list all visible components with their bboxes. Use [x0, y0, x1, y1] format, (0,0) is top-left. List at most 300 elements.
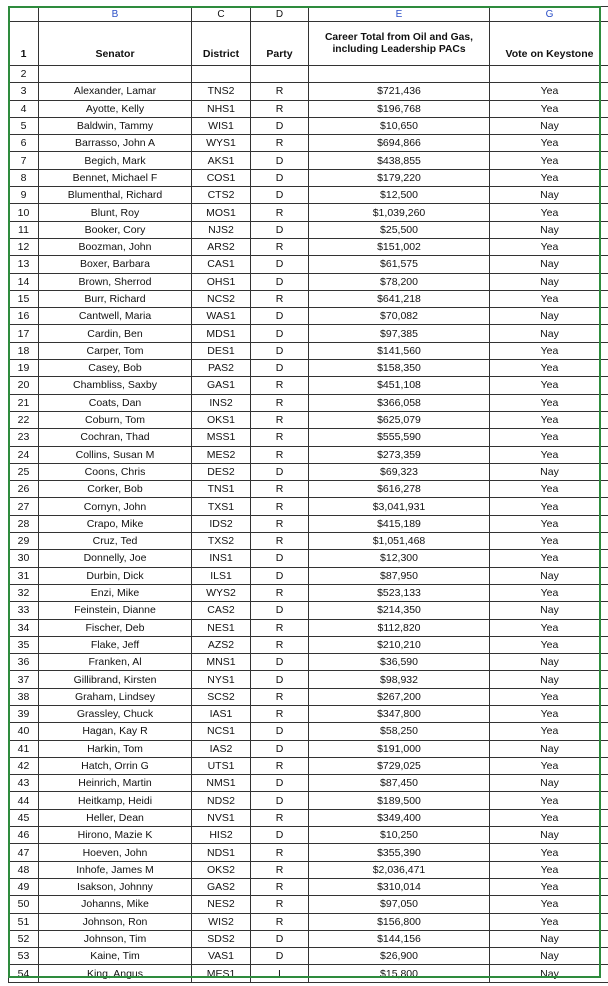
- cell-vote[interactable]: Yea: [490, 913, 608, 930]
- cell-career-total[interactable]: $141,560: [309, 342, 490, 359]
- cell-career-total[interactable]: $191,000: [309, 740, 490, 757]
- cell-senator[interactable]: Crapo, Mike: [39, 515, 192, 532]
- row-number[interactable]: 8: [9, 169, 39, 186]
- row-number[interactable]: 21: [9, 394, 39, 411]
- cell-district[interactable]: TXS1: [192, 498, 251, 515]
- cell-party[interactable]: D: [251, 273, 309, 290]
- cell-career-total[interactable]: $36,590: [309, 654, 490, 671]
- cell-career-total[interactable]: $1,051,468: [309, 533, 490, 550]
- row-number[interactable]: 7: [9, 152, 39, 169]
- cell-vote[interactable]: Nay: [490, 948, 608, 965]
- cell-party[interactable]: R: [251, 913, 309, 930]
- cell-career-total[interactable]: $196,768: [309, 100, 490, 117]
- cell-party[interactable]: R: [251, 100, 309, 117]
- cell-district[interactable]: NES1: [192, 619, 251, 636]
- cell-senator[interactable]: Heller, Dean: [39, 809, 192, 826]
- row-number[interactable]: 32: [9, 584, 39, 601]
- cell-party[interactable]: R: [251, 619, 309, 636]
- row-number[interactable]: 30: [9, 550, 39, 567]
- cell-vote[interactable]: Yea: [490, 619, 608, 636]
- cell-vote[interactable]: Nay: [490, 308, 608, 325]
- cell-district[interactable]: DES1: [192, 342, 251, 359]
- cell-district[interactable]: AKS1: [192, 152, 251, 169]
- cell-vote[interactable]: Nay: [490, 187, 608, 204]
- cell-empty[interactable]: [251, 66, 309, 83]
- cell-district[interactable]: MOS1: [192, 204, 251, 221]
- cell-party[interactable]: D: [251, 550, 309, 567]
- cell-district[interactable]: GAS1: [192, 377, 251, 394]
- cell-career-total[interactable]: $729,025: [309, 757, 490, 774]
- cell-vote[interactable]: Yea: [490, 757, 608, 774]
- cell-vote[interactable]: Yea: [490, 152, 608, 169]
- cell-district[interactable]: INS1: [192, 550, 251, 567]
- cell-career-total[interactable]: $10,650: [309, 117, 490, 134]
- cell-party[interactable]: R: [251, 446, 309, 463]
- cell-career-total[interactable]: $112,820: [309, 619, 490, 636]
- cell-career-total[interactable]: $694,866: [309, 135, 490, 152]
- row-number[interactable]: 12: [9, 238, 39, 255]
- row-number[interactable]: 27: [9, 498, 39, 515]
- row-number[interactable]: 26: [9, 481, 39, 498]
- row-number[interactable]: 2: [9, 66, 39, 83]
- cell-vote[interactable]: Yea: [490, 844, 608, 861]
- cell-senator[interactable]: Grassley, Chuck: [39, 705, 192, 722]
- cell-career-total[interactable]: $616,278: [309, 481, 490, 498]
- cell-party[interactable]: R: [251, 809, 309, 826]
- cell-senator[interactable]: Cruz, Ted: [39, 533, 192, 550]
- cell-senator[interactable]: Johanns, Mike: [39, 896, 192, 913]
- cell-district[interactable]: NHS1: [192, 100, 251, 117]
- cell-district[interactable]: ILS1: [192, 567, 251, 584]
- cell-party[interactable]: D: [251, 221, 309, 238]
- cell-vote[interactable]: Yea: [490, 550, 608, 567]
- row-number[interactable]: 3: [9, 83, 39, 100]
- row-number[interactable]: 17: [9, 325, 39, 342]
- cell-party[interactable]: D: [251, 671, 309, 688]
- cell-vote[interactable]: Yea: [490, 498, 608, 515]
- cell-career-total[interactable]: $523,133: [309, 584, 490, 601]
- cell-career-total[interactable]: $349,400: [309, 809, 490, 826]
- cell-career-total[interactable]: $15,800: [309, 965, 490, 982]
- row-number[interactable]: 15: [9, 290, 39, 307]
- cell-senator[interactable]: Begich, Mark: [39, 152, 192, 169]
- row-number[interactable]: 46: [9, 827, 39, 844]
- row-number[interactable]: 50: [9, 896, 39, 913]
- cell-district[interactable]: COS1: [192, 169, 251, 186]
- row-number[interactable]: 19: [9, 360, 39, 377]
- cell-senator[interactable]: Casey, Bob: [39, 360, 192, 377]
- cell-vote[interactable]: Yea: [490, 688, 608, 705]
- cell-district[interactable]: NDS1: [192, 844, 251, 861]
- column-header-c[interactable]: C: [192, 7, 251, 22]
- cell-empty[interactable]: [309, 66, 490, 83]
- cell-vote[interactable]: Yea: [490, 792, 608, 809]
- cell-vote[interactable]: Yea: [490, 83, 608, 100]
- cell-senator[interactable]: Gillibrand, Kirsten: [39, 671, 192, 688]
- cell-vote[interactable]: Yea: [490, 481, 608, 498]
- column-header-g[interactable]: G: [490, 7, 608, 22]
- cell-district[interactable]: NJS2: [192, 221, 251, 238]
- cell-career-total[interactable]: $189,500: [309, 792, 490, 809]
- cell-party[interactable]: R: [251, 757, 309, 774]
- cell-district[interactable]: MES2: [192, 446, 251, 463]
- row-number[interactable]: 49: [9, 878, 39, 895]
- row-number[interactable]: 45: [9, 809, 39, 826]
- cell-party[interactable]: R: [251, 135, 309, 152]
- cell-senator[interactable]: Blunt, Roy: [39, 204, 192, 221]
- cell-party[interactable]: R: [251, 238, 309, 255]
- cell-party[interactable]: R: [251, 688, 309, 705]
- cell-party[interactable]: R: [251, 481, 309, 498]
- cell-senator[interactable]: Hirono, Mazie K: [39, 827, 192, 844]
- header-career-total[interactable]: [309, 22, 490, 66]
- cell-party[interactable]: D: [251, 827, 309, 844]
- row-number[interactable]: 14: [9, 273, 39, 290]
- cell-career-total[interactable]: $58,250: [309, 723, 490, 740]
- cell-career-total[interactable]: $98,932: [309, 671, 490, 688]
- cell-career-total[interactable]: $451,108: [309, 377, 490, 394]
- cell-district[interactable]: INS2: [192, 394, 251, 411]
- cell-senator[interactable]: Collins, Susan M: [39, 446, 192, 463]
- cell-district[interactable]: HIS2: [192, 827, 251, 844]
- cell-district[interactable]: WIS2: [192, 913, 251, 930]
- cell-party[interactable]: R: [251, 290, 309, 307]
- cell-vote[interactable]: Nay: [490, 325, 608, 342]
- cell-career-total[interactable]: $97,050: [309, 896, 490, 913]
- row-number[interactable]: 42: [9, 757, 39, 774]
- cell-career-total[interactable]: $78,200: [309, 273, 490, 290]
- cell-empty[interactable]: [192, 66, 251, 83]
- cell-senator[interactable]: Boozman, John: [39, 238, 192, 255]
- cell-district[interactable]: UTS1: [192, 757, 251, 774]
- cell-district[interactable]: WAS1: [192, 308, 251, 325]
- cell-senator[interactable]: Cochran, Thad: [39, 429, 192, 446]
- row-number[interactable]: 48: [9, 861, 39, 878]
- cell-district[interactable]: WYS2: [192, 584, 251, 601]
- cell-vote[interactable]: Yea: [490, 342, 608, 359]
- cell-vote[interactable]: Yea: [490, 861, 608, 878]
- cell-senator[interactable]: Coons, Chris: [39, 463, 192, 480]
- cell-district[interactable]: MSS1: [192, 429, 251, 446]
- cell-district[interactable]: MES1: [192, 965, 251, 982]
- cell-district[interactable]: VAS1: [192, 948, 251, 965]
- cell-career-total[interactable]: $355,390: [309, 844, 490, 861]
- cell-vote[interactable]: Yea: [490, 360, 608, 377]
- cell-vote[interactable]: Yea: [490, 705, 608, 722]
- cell-vote[interactable]: Yea: [490, 238, 608, 255]
- cell-party[interactable]: D: [251, 775, 309, 792]
- cell-party[interactable]: D: [251, 463, 309, 480]
- cell-career-total[interactable]: $26,900: [309, 948, 490, 965]
- cell-senator[interactable]: Isakson, Johnny: [39, 878, 192, 895]
- column-header-d[interactable]: D: [251, 7, 309, 22]
- cell-senator[interactable]: Carper, Tom: [39, 342, 192, 359]
- cell-party[interactable]: D: [251, 723, 309, 740]
- cell-vote[interactable]: Yea: [490, 135, 608, 152]
- cell-vote[interactable]: Yea: [490, 169, 608, 186]
- row-number[interactable]: 44: [9, 792, 39, 809]
- cell-vote[interactable]: Nay: [490, 221, 608, 238]
- cell-district[interactable]: WIS1: [192, 117, 251, 134]
- cell-party[interactable]: R: [251, 377, 309, 394]
- cell-senator[interactable]: Boxer, Barbara: [39, 256, 192, 273]
- row-number[interactable]: 34: [9, 619, 39, 636]
- row-number[interactable]: 37: [9, 671, 39, 688]
- cell-senator[interactable]: Alexander, Lamar: [39, 83, 192, 100]
- cell-career-total[interactable]: $10,250: [309, 827, 490, 844]
- cell-party[interactable]: R: [251, 584, 309, 601]
- row-number[interactable]: 24: [9, 446, 39, 463]
- row-number[interactable]: 40: [9, 723, 39, 740]
- cell-career-total[interactable]: $144,156: [309, 930, 490, 947]
- cell-senator[interactable]: Flake, Jeff: [39, 636, 192, 653]
- cell-party[interactable]: R: [251, 83, 309, 100]
- cell-party[interactable]: D: [251, 654, 309, 671]
- cell-party[interactable]: R: [251, 498, 309, 515]
- cell-party[interactable]: R: [251, 515, 309, 532]
- cell-vote[interactable]: Nay: [490, 256, 608, 273]
- cell-career-total[interactable]: $12,500: [309, 187, 490, 204]
- cell-party[interactable]: D: [251, 117, 309, 134]
- cell-senator[interactable]: Barrasso, John A: [39, 135, 192, 152]
- cell-vote[interactable]: Yea: [490, 204, 608, 221]
- cell-vote[interactable]: Yea: [490, 809, 608, 826]
- cell-district[interactable]: WYS1: [192, 135, 251, 152]
- cell-senator[interactable]: Graham, Lindsey: [39, 688, 192, 705]
- cell-senator[interactable]: Coburn, Tom: [39, 411, 192, 428]
- row-number[interactable]: 51: [9, 913, 39, 930]
- cell-senator[interactable]: Franken, Al: [39, 654, 192, 671]
- column-header-e[interactable]: E: [309, 7, 490, 22]
- cell-senator[interactable]: Burr, Richard: [39, 290, 192, 307]
- cell-vote[interactable]: Nay: [490, 567, 608, 584]
- cell-vote[interactable]: Yea: [490, 636, 608, 653]
- cell-district[interactable]: MNS1: [192, 654, 251, 671]
- cell-vote[interactable]: Nay: [490, 117, 608, 134]
- cell-district[interactable]: NMS1: [192, 775, 251, 792]
- cell-empty[interactable]: [490, 66, 608, 83]
- row-number[interactable]: 43: [9, 775, 39, 792]
- cell-district[interactable]: NES2: [192, 896, 251, 913]
- cell-district[interactable]: NYS1: [192, 671, 251, 688]
- cell-career-total[interactable]: $641,218: [309, 290, 490, 307]
- row-number[interactable]: 22: [9, 411, 39, 428]
- cell-vote[interactable]: Nay: [490, 463, 608, 480]
- cell-senator[interactable]: Fischer, Deb: [39, 619, 192, 636]
- cell-vote[interactable]: Nay: [490, 930, 608, 947]
- row-number[interactable]: 36: [9, 654, 39, 671]
- cell-district[interactable]: NCS2: [192, 290, 251, 307]
- cell-district[interactable]: CTS2: [192, 187, 251, 204]
- cell-vote[interactable]: Yea: [490, 411, 608, 428]
- cell-career-total[interactable]: $210,210: [309, 636, 490, 653]
- cell-vote[interactable]: Yea: [490, 394, 608, 411]
- column-header-b[interactable]: B: [39, 7, 192, 22]
- row-number[interactable]: 47: [9, 844, 39, 861]
- cell-party[interactable]: D: [251, 152, 309, 169]
- cell-party[interactable]: D: [251, 360, 309, 377]
- row-number[interactable]: 23: [9, 429, 39, 446]
- row-number[interactable]: 4: [9, 100, 39, 117]
- cell-career-total[interactable]: $625,079: [309, 411, 490, 428]
- cell-career-total[interactable]: $97,385: [309, 325, 490, 342]
- cell-career-total[interactable]: $721,436: [309, 83, 490, 100]
- cell-career-total[interactable]: $366,058: [309, 394, 490, 411]
- cell-senator[interactable]: Bennet, Michael F: [39, 169, 192, 186]
- cell-vote[interactable]: Nay: [490, 654, 608, 671]
- cell-senator[interactable]: Durbin, Dick: [39, 567, 192, 584]
- cell-district[interactable]: IAS2: [192, 740, 251, 757]
- header-district[interactable]: District: [192, 22, 251, 66]
- cell-party[interactable]: D: [251, 187, 309, 204]
- row-number[interactable]: 54: [9, 965, 39, 982]
- cell-career-total[interactable]: $156,800: [309, 913, 490, 930]
- cell-career-total[interactable]: $87,950: [309, 567, 490, 584]
- cell-party[interactable]: D: [251, 308, 309, 325]
- cell-district[interactable]: NDS2: [192, 792, 251, 809]
- cell-vote[interactable]: Yea: [490, 723, 608, 740]
- cell-senator[interactable]: Brown, Sherrod: [39, 273, 192, 290]
- cell-district[interactable]: NVS1: [192, 809, 251, 826]
- cell-senator[interactable]: Coats, Dan: [39, 394, 192, 411]
- cell-district[interactable]: PAS2: [192, 360, 251, 377]
- cell-vote[interactable]: Yea: [490, 515, 608, 532]
- cell-career-total[interactable]: $12,300: [309, 550, 490, 567]
- row-number[interactable]: 41: [9, 740, 39, 757]
- cell-party[interactable]: D: [251, 792, 309, 809]
- cell-senator[interactable]: Ayotte, Kelly: [39, 100, 192, 117]
- corner-cell[interactable]: [9, 7, 39, 22]
- cell-career-total[interactable]: $415,189: [309, 515, 490, 532]
- cell-vote[interactable]: Yea: [490, 100, 608, 117]
- cell-party[interactable]: R: [251, 533, 309, 550]
- cell-party[interactable]: D: [251, 930, 309, 947]
- cell-career-total[interactable]: $310,014: [309, 878, 490, 895]
- row-number[interactable]: 53: [9, 948, 39, 965]
- cell-district[interactable]: IAS1: [192, 705, 251, 722]
- cell-empty[interactable]: [39, 66, 192, 83]
- cell-party[interactable]: R: [251, 896, 309, 913]
- cell-party[interactable]: R: [251, 705, 309, 722]
- cell-career-total[interactable]: $179,220: [309, 169, 490, 186]
- cell-career-total[interactable]: $273,359: [309, 446, 490, 463]
- row-number[interactable]: 5: [9, 117, 39, 134]
- row-number[interactable]: 29: [9, 533, 39, 550]
- cell-party[interactable]: D: [251, 256, 309, 273]
- cell-district[interactable]: IDS2: [192, 515, 251, 532]
- header-party[interactable]: Party: [251, 22, 309, 66]
- header-vote[interactable]: Vote on Keystone: [490, 22, 608, 66]
- cell-senator[interactable]: Cornyn, John: [39, 498, 192, 515]
- cell-career-total[interactable]: $61,575: [309, 256, 490, 273]
- cell-district[interactable]: SCS2: [192, 688, 251, 705]
- row-number[interactable]: 33: [9, 602, 39, 619]
- cell-senator[interactable]: Cantwell, Maria: [39, 308, 192, 325]
- cell-career-total[interactable]: $1,039,260: [309, 204, 490, 221]
- cell-vote[interactable]: Yea: [490, 533, 608, 550]
- cell-party[interactable]: D: [251, 169, 309, 186]
- row-number[interactable]: 18: [9, 342, 39, 359]
- cell-district[interactable]: CAS2: [192, 602, 251, 619]
- cell-party[interactable]: D: [251, 948, 309, 965]
- cell-career-total[interactable]: $151,002: [309, 238, 490, 255]
- row-number[interactable]: 52: [9, 930, 39, 947]
- cell-senator[interactable]: Corker, Bob: [39, 481, 192, 498]
- cell-vote[interactable]: Yea: [490, 290, 608, 307]
- cell-vote[interactable]: Nay: [490, 775, 608, 792]
- row-number[interactable]: 20: [9, 377, 39, 394]
- cell-district[interactable]: ARS2: [192, 238, 251, 255]
- row-number[interactable]: 11: [9, 221, 39, 238]
- cell-senator[interactable]: Chambliss, Saxby: [39, 377, 192, 394]
- cell-party[interactable]: R: [251, 411, 309, 428]
- cell-vote[interactable]: Yea: [490, 584, 608, 601]
- cell-senator[interactable]: Inhofe, James M: [39, 861, 192, 878]
- row-number[interactable]: 1: [9, 22, 39, 66]
- cell-vote[interactable]: Yea: [490, 896, 608, 913]
- cell-district[interactable]: TNS2: [192, 83, 251, 100]
- cell-party[interactable]: D: [251, 342, 309, 359]
- cell-vote[interactable]: Nay: [490, 602, 608, 619]
- cell-district[interactable]: OHS1: [192, 273, 251, 290]
- cell-vote[interactable]: Nay: [490, 965, 608, 982]
- row-number[interactable]: 35: [9, 636, 39, 653]
- cell-career-total[interactable]: $347,800: [309, 705, 490, 722]
- cell-party[interactable]: R: [251, 394, 309, 411]
- cell-senator[interactable]: Johnson, Ron: [39, 913, 192, 930]
- row-number[interactable]: 10: [9, 204, 39, 221]
- cell-district[interactable]: OKS2: [192, 861, 251, 878]
- cell-vote[interactable]: Nay: [490, 740, 608, 757]
- cell-district[interactable]: CAS1: [192, 256, 251, 273]
- cell-district[interactable]: TXS2: [192, 533, 251, 550]
- cell-senator[interactable]: Cardin, Ben: [39, 325, 192, 342]
- row-number[interactable]: 39: [9, 705, 39, 722]
- cell-vote[interactable]: Nay: [490, 671, 608, 688]
- cell-senator[interactable]: Booker, Cory: [39, 221, 192, 238]
- cell-party[interactable]: D: [251, 567, 309, 584]
- cell-party[interactable]: R: [251, 636, 309, 653]
- cell-vote[interactable]: Nay: [490, 827, 608, 844]
- cell-vote[interactable]: Nay: [490, 273, 608, 290]
- row-number[interactable]: 38: [9, 688, 39, 705]
- cell-district[interactable]: GAS2: [192, 878, 251, 895]
- row-number[interactable]: 31: [9, 567, 39, 584]
- cell-career-total[interactable]: $70,082: [309, 308, 490, 325]
- row-number[interactable]: 9: [9, 187, 39, 204]
- cell-career-total[interactable]: $158,350: [309, 360, 490, 377]
- cell-career-total[interactable]: $214,350: [309, 602, 490, 619]
- cell-party[interactable]: R: [251, 844, 309, 861]
- cell-district[interactable]: SDS2: [192, 930, 251, 947]
- cell-party[interactable]: D: [251, 602, 309, 619]
- cell-senator[interactable]: Blumenthal, Richard: [39, 187, 192, 204]
- cell-party[interactable]: D: [251, 325, 309, 342]
- cell-senator[interactable]: King, Angus: [39, 965, 192, 982]
- cell-career-total[interactable]: $3,041,931: [309, 498, 490, 515]
- cell-party[interactable]: R: [251, 204, 309, 221]
- cell-vote[interactable]: Yea: [490, 446, 608, 463]
- cell-career-total[interactable]: $25,500: [309, 221, 490, 238]
- row-number[interactable]: 6: [9, 135, 39, 152]
- cell-party[interactable]: R: [251, 878, 309, 895]
- cell-senator[interactable]: Heinrich, Martin: [39, 775, 192, 792]
- cell-party[interactable]: D: [251, 740, 309, 757]
- cell-senator[interactable]: Enzi, Mike: [39, 584, 192, 601]
- cell-party[interactable]: R: [251, 429, 309, 446]
- cell-vote[interactable]: Yea: [490, 429, 608, 446]
- cell-senator[interactable]: Johnson, Tim: [39, 930, 192, 947]
